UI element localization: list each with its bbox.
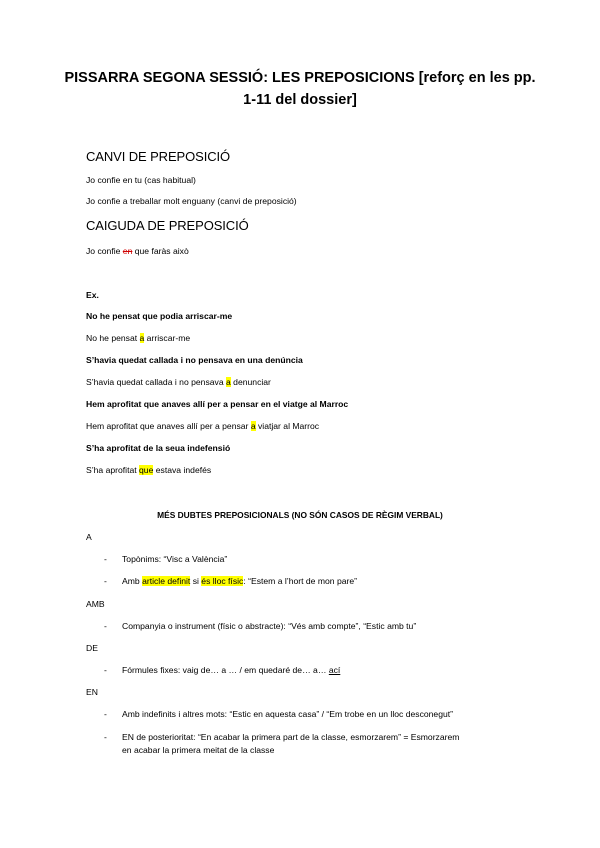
- caiguda-example: [86, 246, 189, 256]
- item-text: Amb: [122, 576, 143, 586]
- example-2-original: S’havia quedat callada i no pensava en una denúncia: [86, 355, 303, 365]
- example-2-corrected: [86, 377, 271, 387]
- heading-caiguda: CAIGUDA DE PREPOSICIÓ: [86, 218, 249, 233]
- item-text: : “Estem a l’hort de mon pare”: [243, 576, 358, 586]
- bullet-dash: -: [104, 665, 107, 675]
- example-text: viatjar al Marroc: [255, 421, 320, 431]
- example-text: S’havia quedat callada i no pensava: [86, 377, 226, 387]
- bullet-dash: -: [104, 554, 107, 564]
- en-item-2-line-2: en acabar la primera meitat de la classe: [122, 745, 275, 755]
- example-text: S’ha aprofitat: [86, 465, 140, 475]
- highlight: article definit: [142, 576, 191, 586]
- label-de: DE: [86, 643, 98, 653]
- bullet-dash: -: [104, 576, 107, 586]
- highlight: a: [226, 377, 231, 387]
- a-item-2: [122, 576, 357, 586]
- item-text: Fórmules fixes: vaig de… a … / em quedaré de… a…: [122, 665, 329, 675]
- bullet-dash: -: [104, 621, 107, 631]
- canvi-example-1: Jo confie en tu (cas habitual): [86, 175, 196, 185]
- example-3-original: Hem aprofitat que anaves allí per a pensar en el viatge al Marroc: [86, 399, 349, 409]
- example-text: Hem aprofitat que anaves allí per a pensar: [86, 421, 251, 431]
- caiguda-text-post: que faràs això: [132, 246, 189, 256]
- page-title-line-2: 1-11 del dossier]: [243, 92, 357, 108]
- struck-preposition: en: [122, 246, 133, 256]
- highlight: és lloc físic: [201, 576, 244, 586]
- page-title-line-1: PISSARRA SEGONA SESSIÓ: LES PREPOSICIONS [reforç en les pp.: [64, 70, 536, 86]
- a-item-1: Topònims: “Visc a València”: [122, 554, 228, 564]
- section-heading-mes-dubtes: MÉS DUBTES PREPOSICIONALS (NO SÓN CASOS DE RÈGIM VERBAL): [157, 510, 443, 520]
- item-text: si: [190, 576, 202, 586]
- example-text: No he pensat: [86, 333, 140, 343]
- example-1-original: No he pensat que podia arriscar-me: [86, 311, 233, 321]
- bullet-dash: -: [104, 709, 107, 719]
- highlight: a: [250, 421, 256, 431]
- en-item-2-line-1: EN de posterioritat: “En acabar la primera part de la classe, esmorzarem” = Esmorzarem: [122, 732, 460, 742]
- example-4-corrected: [86, 465, 211, 475]
- examples-label: Ex.: [86, 290, 99, 300]
- highlight: a: [139, 333, 145, 343]
- example-4-original: S’ha aprofitat de la seua indefensió: [86, 443, 231, 453]
- label-amb: AMB: [86, 599, 105, 609]
- en-item-1: Amb indefinits i altres mots: “Estic en aquesta casa” / “Em trobe en un lloc desconegut”: [122, 709, 454, 719]
- example-3-corrected: [86, 421, 319, 431]
- underlined-word: ací: [328, 665, 341, 675]
- example-1-corrected: [86, 333, 190, 343]
- caiguda-text-pre: Jo confie: [86, 246, 123, 256]
- example-text: denunciar: [230, 377, 271, 387]
- amb-item-1: Companyia o instrument (físic o abstracte): “Vés amb compte”, “Estic amb tu”: [122, 621, 417, 631]
- example-text: arriscar-me: [144, 333, 191, 343]
- label-en: EN: [86, 687, 98, 697]
- de-item-1: [122, 665, 340, 675]
- heading-canvi: CANVI DE PREPOSICIÓ: [86, 149, 231, 164]
- canvi-example-2: Jo confie a treballar molt enguany (canvi de preposició): [86, 196, 297, 206]
- bullet-dash: -: [104, 732, 107, 742]
- highlight: que: [139, 465, 154, 475]
- example-text: estava indefés: [153, 465, 212, 475]
- label-a: A: [86, 532, 92, 542]
